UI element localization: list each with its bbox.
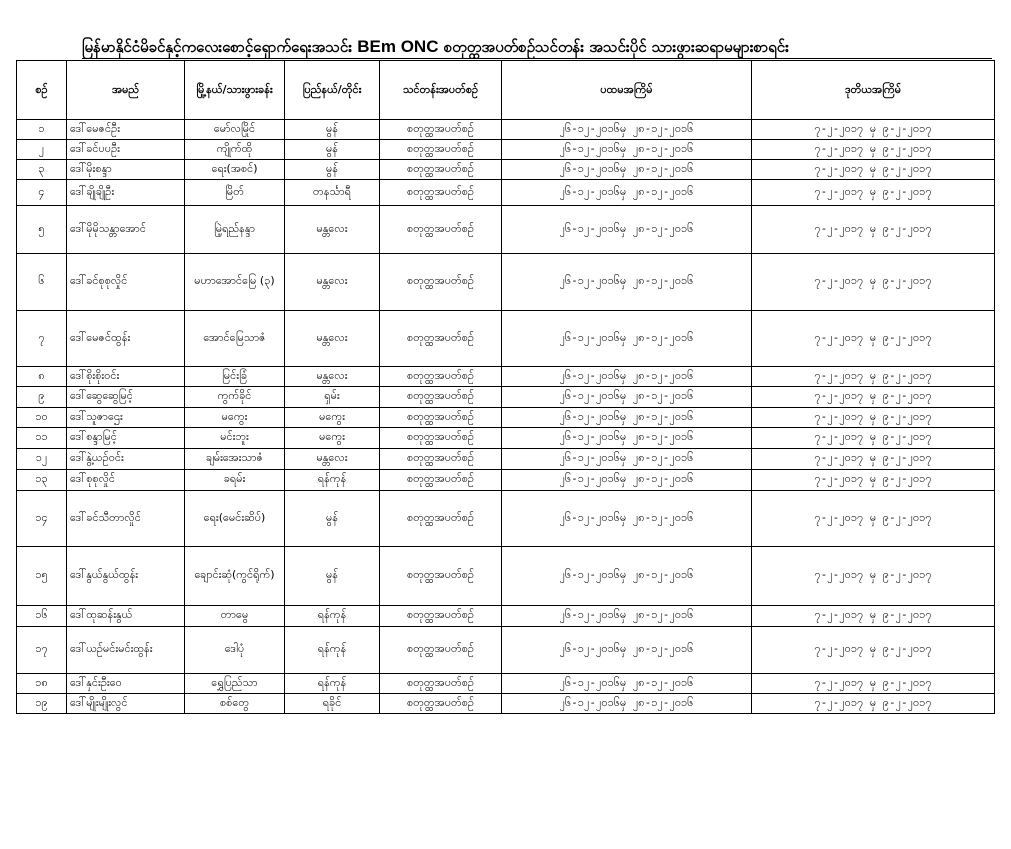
cell-region: ရန်ကုန် xyxy=(285,470,380,491)
cell-region: ရန်ကုန် xyxy=(285,627,380,674)
cell-township: ရေး(မေင်းဆိပ်) xyxy=(185,491,285,547)
cell-first-period: ၂၆-၁၂-၂၀၁၆မှ ၂၈-၁၂-၂၀၁၆ xyxy=(502,254,752,311)
table-row xyxy=(17,627,995,674)
cell-no: ၉ xyxy=(17,387,67,408)
cell-second-period: ၇-၂-၂၀၁၇ မှ ၉-၂-၂၀၁၇ xyxy=(752,120,995,140)
cell-name: ဒေါ်နွဲ့ယဉ်ဝင်း xyxy=(67,449,185,470)
table-row xyxy=(17,140,995,160)
cell-township: မြဲ့ရည်နန္ဒာ xyxy=(185,206,285,254)
cell-second-period: ၇-၂-၂၀၁၇ မှ ၉-၂-၂၀၁၇ xyxy=(752,311,995,367)
table-row xyxy=(17,408,995,428)
cell-second-period: ၇-၂-၂၀၁၇ မှ ၉-၂-၂၀၁၇ xyxy=(752,428,995,449)
cell-no: ၁၉ xyxy=(17,694,67,714)
cell-no: ၁၀ xyxy=(17,408,67,428)
table-body xyxy=(17,120,995,714)
cell-region: မွန် xyxy=(285,120,380,140)
cell-region: မကွေး xyxy=(285,408,380,428)
cell-course: စတုတ္ထအပတ်စဉ် xyxy=(380,140,502,160)
cell-township: ရေး(အစင်) xyxy=(185,160,285,180)
cell-township: အောင်မြေသာဇံ xyxy=(185,311,285,367)
cell-no: ၁၇ xyxy=(17,627,67,674)
cell-first-period: ၂၆-၁၂-၂၀၁၆မှ ၂၈-၁၂-၂၀၁၆ xyxy=(502,387,752,408)
cell-first-period: ၂၆-၁၂-၂၀၁၆မှ ၂၈-၁၂-၂၀၁၆ xyxy=(502,627,752,674)
cell-region: ရှမ်း xyxy=(285,387,380,408)
cell-course: စတုတ္ထအပတ်စဉ် xyxy=(380,428,502,449)
cell-second-period: ၇-၂-၂၀၁၇ မှ ၉-၂-၂၀၁၇ xyxy=(752,408,995,428)
column-header-region: ပြည်နယ်/တိုင်း xyxy=(285,61,380,120)
cell-second-period: ၇-၂-၂၀၁၇ မှ ၉-၂-၂၀၁၇ xyxy=(752,254,995,311)
table-row xyxy=(17,547,995,606)
table-row xyxy=(17,470,995,491)
cell-region: မွန် xyxy=(285,140,380,160)
cell-name: ဒေါ်နှင်းဦးဝေ xyxy=(67,674,185,694)
cell-region: မွန် xyxy=(285,547,380,606)
cell-course: စတုတ္ထအပတ်စဉ် xyxy=(380,694,502,714)
cell-name: ဒေါ်မေဇင်ထွန်း xyxy=(67,311,185,367)
title-program-code: BEm ONC xyxy=(357,37,439,56)
table-row xyxy=(17,387,995,408)
table-row xyxy=(17,206,995,254)
document-title xyxy=(82,36,992,59)
title-prefix: မြန်မာနိုင်ငံမိခင်နှင့်ကလေးစောင့်ရှောက်ရေးအသင်း xyxy=(82,38,358,56)
cell-region: တနင်္သာရီ xyxy=(285,180,380,206)
cell-township: မင်းဘူး xyxy=(185,428,285,449)
cell-name: ဒေါ်မိုမိုသန္တာအောင် xyxy=(67,206,185,254)
cell-first-period: ၂၆-၁၂-၂၀၁၆မှ ၂၈-၁၂-၂၀၁၆ xyxy=(502,674,752,694)
cell-no: ၈ xyxy=(17,367,67,387)
cell-second-period: ၇-၂-၂၀၁၇ မှ ၉-၂-၂၀၁၇ xyxy=(752,627,995,674)
column-header-township: မြို့နယ်/သားဖွားခန်း xyxy=(185,61,285,120)
cell-no: ၁၆ xyxy=(17,606,67,627)
cell-second-period: ၇-၂-၂၀၁၇ မှ ၉-၂-၂၀၁၇ xyxy=(752,160,995,180)
table-row xyxy=(17,367,995,387)
cell-course: စတုတ္ထအပတ်စဉ် xyxy=(380,160,502,180)
cell-first-period: ၂၆-၁၂-၂၀၁၆မှ ၂၈-၁၂-၂၀၁၆ xyxy=(502,470,752,491)
cell-second-period: ၇-၂-၂၀၁၇ မှ ၉-၂-၂၀၁၇ xyxy=(752,606,995,627)
cell-name: ဒေါ်မေဇင်ဦး xyxy=(67,120,185,140)
cell-first-period: ၂၆-၁၂-၂၀၁၆မှ ၂၈-၁၂-၂၀၁၆ xyxy=(502,547,752,606)
cell-course: စတုတ္ထအပတ်စဉ် xyxy=(380,449,502,470)
cell-region: မန္တလေး xyxy=(285,206,380,254)
cell-name: ဒေါ်မျိုးမျိုးလွင် xyxy=(67,694,185,714)
table-row xyxy=(17,120,995,140)
column-header-no: စဉ် xyxy=(17,61,67,120)
column-header-first-period: ပထမအကြိမ် xyxy=(502,61,752,120)
cell-no: ၁၃ xyxy=(17,470,67,491)
cell-first-period: ၂၆-၁၂-၂၀၁၆မှ ၂၈-၁၂-၂၀၁၆ xyxy=(502,606,752,627)
cell-no: ၂ xyxy=(17,140,67,160)
cell-name: ဒေါ်စိုးစိုးဝင်း xyxy=(67,367,185,387)
table-header-row xyxy=(17,61,995,120)
table-row xyxy=(17,449,995,470)
cell-course: စတုတ္ထအပတ်စဉ် xyxy=(380,387,502,408)
cell-no: ၆ xyxy=(17,254,67,311)
cell-region: ရန်ကုန် xyxy=(285,606,380,627)
cell-name: ဒေါ်ချိုချိုဦး xyxy=(67,180,185,206)
cell-name: ဒေါ်နွယ်နွယ်ထွန်း xyxy=(67,547,185,606)
cell-township: မော်လမြိုင် xyxy=(185,120,285,140)
table-row xyxy=(17,491,995,547)
cell-region: ရန်ကုန် xyxy=(285,674,380,694)
cell-name: ဒေါ်သူဇာဌေး xyxy=(67,408,185,428)
cell-second-period: ၇-၂-၂၀၁၇ မှ ၉-၂-၂၀၁၇ xyxy=(752,180,995,206)
cell-no: ၁၂ xyxy=(17,449,67,470)
cell-first-period: ၂၆-၁၂-၂၀၁၆မှ ၂၈-၁၂-၂၀၁၆ xyxy=(502,449,752,470)
cell-course: စတုတ္ထအပတ်စဉ် xyxy=(380,491,502,547)
cell-township: တာမွေ xyxy=(185,606,285,627)
table-row xyxy=(17,674,995,694)
table-row xyxy=(17,180,995,206)
title-suffix: စတုတ္ထအပတ်စဉ်သင်တန်း အသင်းပိုင် သားဖွားဆရာမများစာရင်း xyxy=(438,38,789,56)
cell-second-period: ၇-၂-၂၀၁၇ မှ ၉-၂-၂၀၁၇ xyxy=(752,140,995,160)
cell-township: ရွှေပြည်သာ xyxy=(185,674,285,694)
cell-name: ဒေါ်ခင်စုစုလှိုင် xyxy=(67,254,185,311)
cell-name: ဒေါ်ဆွေဆွေမြင့် xyxy=(67,387,185,408)
cell-second-period: ၇-၂-၂၀၁၇ မှ ၉-၂-၂၀၁၇ xyxy=(752,206,995,254)
cell-township: ကျိုက်ထို xyxy=(185,140,285,160)
cell-course: စတုတ္ထအပတ်စဉ် xyxy=(380,367,502,387)
cell-first-period: ၂၆-၁၂-၂၀၁၆မှ ၂၈-၁၂-၂၀၁၆ xyxy=(502,428,752,449)
cell-township: ချမ်းအေးသာဇံ xyxy=(185,449,285,470)
cell-township: မကွေး xyxy=(185,408,285,428)
cell-no: ၇ xyxy=(17,311,67,367)
cell-first-period: ၂၆-၁၂-၂၀၁၆မှ ၂၈-၁၂-၂၀၁၆ xyxy=(502,491,752,547)
cell-course: စတုတ္ထအပတ်စဉ် xyxy=(380,180,502,206)
cell-course: စတုတ္ထအပတ်စဉ် xyxy=(380,206,502,254)
cell-course: စတုတ္ထအပတ်စဉ် xyxy=(380,254,502,311)
midwife-roster-table xyxy=(16,60,995,714)
cell-township: မြိတ် xyxy=(185,180,285,206)
cell-township: မဟာအောင်မြေ (၃) xyxy=(185,254,285,311)
cell-course: စတုတ္ထအပတ်စဉ် xyxy=(380,547,502,606)
cell-first-period: ၂၆-၁၂-၂၀၁၆မှ ၂၈-၁၂-၂၀၁၆ xyxy=(502,408,752,428)
cell-no: ၁ xyxy=(17,120,67,140)
cell-first-period: ၂၆-၁၂-၂၀၁၆မှ ၂၈-၁၂-၂၀၁၆ xyxy=(502,140,752,160)
cell-second-period: ၇-၂-၂၀၁၇ မှ ၉-၂-၂၀၁၇ xyxy=(752,367,995,387)
cell-first-period: ၂၆-၁၂-၂၀၁၆မှ ၂၈-၁၂-၂၀၁၆ xyxy=(502,206,752,254)
column-header-course: သင်တန်းအပတ်စဉ် xyxy=(380,61,502,120)
table-row xyxy=(17,254,995,311)
cell-course: စတုတ္ထအပတ်စဉ် xyxy=(380,311,502,367)
cell-township: ဒေါပုံ xyxy=(185,627,285,674)
cell-no: ၅ xyxy=(17,206,67,254)
cell-name: ဒေါ်ခင်ပပဦး xyxy=(67,140,185,160)
cell-course: စတုတ္ထအပတ်စဉ် xyxy=(380,120,502,140)
cell-no: ၁၄ xyxy=(17,491,67,547)
cell-region: မန္တလေး xyxy=(285,311,380,367)
table-row xyxy=(17,160,995,180)
cell-name: ဒေါ်ယဉ်မင်းမင်းထွန်း xyxy=(67,627,185,674)
cell-second-period: ၇-၂-၂၀၁၇ မှ ၉-၂-၂၀၁၇ xyxy=(752,674,995,694)
cell-region: မကွေး xyxy=(285,428,380,449)
cell-name: ဒေါ်ထုဆန်းနွယ် xyxy=(67,606,185,627)
cell-region: မန္တလေး xyxy=(285,254,380,311)
cell-second-period: ၇-၂-၂၀၁၇ မှ ၉-၂-၂၀၁၇ xyxy=(752,449,995,470)
cell-course: စတုတ္ထအပတ်စဉ် xyxy=(380,627,502,674)
cell-second-period: ၇-၂-၂၀၁၇ မှ ၉-၂-၂၀၁၇ xyxy=(752,547,995,606)
cell-first-period: ၂၆-၁၂-၂၀၁၆မှ ၂၈-၁၂-၂၀၁၆ xyxy=(502,311,752,367)
cell-first-period: ၂၆-၁၂-၂၀၁၆မှ ၂၈-၁၂-၂၀၁၆ xyxy=(502,694,752,714)
cell-no: ၁၈ xyxy=(17,674,67,694)
cell-name: ဒေါ်ခင်သီတာလှိုင် xyxy=(67,491,185,547)
table-row xyxy=(17,428,995,449)
cell-region: မန္တလေး xyxy=(285,449,380,470)
cell-name: ဒေါ်စုစုလှိုင် xyxy=(67,470,185,491)
cell-course: စတုတ္ထအပတ်စဉ် xyxy=(380,606,502,627)
cell-township: ကွက်ခိုင် xyxy=(185,387,285,408)
column-header-second-period: ဒုတိယအကြိမ် xyxy=(752,61,995,120)
cell-region: မွန် xyxy=(285,160,380,180)
cell-first-period: ၂၆-၁၂-၂၀၁၆မှ ၂၈-၁၂-၂၀၁၆ xyxy=(502,367,752,387)
table-row xyxy=(17,311,995,367)
cell-second-period: ၇-၂-၂၀၁၇ မှ ၉-၂-၂၀၁၇ xyxy=(752,491,995,547)
cell-name: ဒေါ်မိုးစန္ဒာ xyxy=(67,160,185,180)
cell-second-period: ၇-၂-၂၀၁၇ မှ ၉-၂-၂၀၁၇ xyxy=(752,470,995,491)
cell-township: မြင်းခြံ xyxy=(185,367,285,387)
cell-first-period: ၂၆-၁၂-၂၀၁၆မှ ၂၈-၁၂-၂၀၁၆ xyxy=(502,180,752,206)
cell-course: စတုတ္ထအပတ်စဉ် xyxy=(380,674,502,694)
cell-no: ၁၅ xyxy=(17,547,67,606)
cell-township: ခရမ်း xyxy=(185,470,285,491)
cell-no: ၄ xyxy=(17,180,67,206)
cell-region: ရခိုင် xyxy=(285,694,380,714)
cell-no: ၁၁ xyxy=(17,428,67,449)
cell-region: မွန် xyxy=(285,491,380,547)
cell-first-period: ၂၆-၁၂-၂၀၁၆မှ ၂၈-၁၂-၂၀၁၆ xyxy=(502,120,752,140)
cell-course: စတုတ္ထအပတ်စဉ် xyxy=(380,408,502,428)
cell-name: ဒေါ်စန္ဒာမြင့် xyxy=(67,428,185,449)
cell-township: ချောင်းဆုံ(ကွင်ရိုက်) xyxy=(185,547,285,606)
cell-township: စစ်တွေ xyxy=(185,694,285,714)
column-header-name: အမည် xyxy=(67,61,185,120)
cell-course: စတုတ္ထအပတ်စဉ် xyxy=(380,470,502,491)
table-row xyxy=(17,694,995,714)
table-row xyxy=(17,606,995,627)
cell-first-period: ၂၆-၁၂-၂၀၁၆မှ ၂၈-၁၂-၂၀၁၆ xyxy=(502,160,752,180)
cell-region: မန္တလေး xyxy=(285,367,380,387)
cell-second-period: ၇-၂-၂၀၁၇ မှ ၉-၂-၂၀၁၇ xyxy=(752,694,995,714)
cell-second-period: ၇-၂-၂၀၁၇ မှ ၉-၂-၂၀၁၇ xyxy=(752,387,995,408)
cell-no: ၃ xyxy=(17,160,67,180)
